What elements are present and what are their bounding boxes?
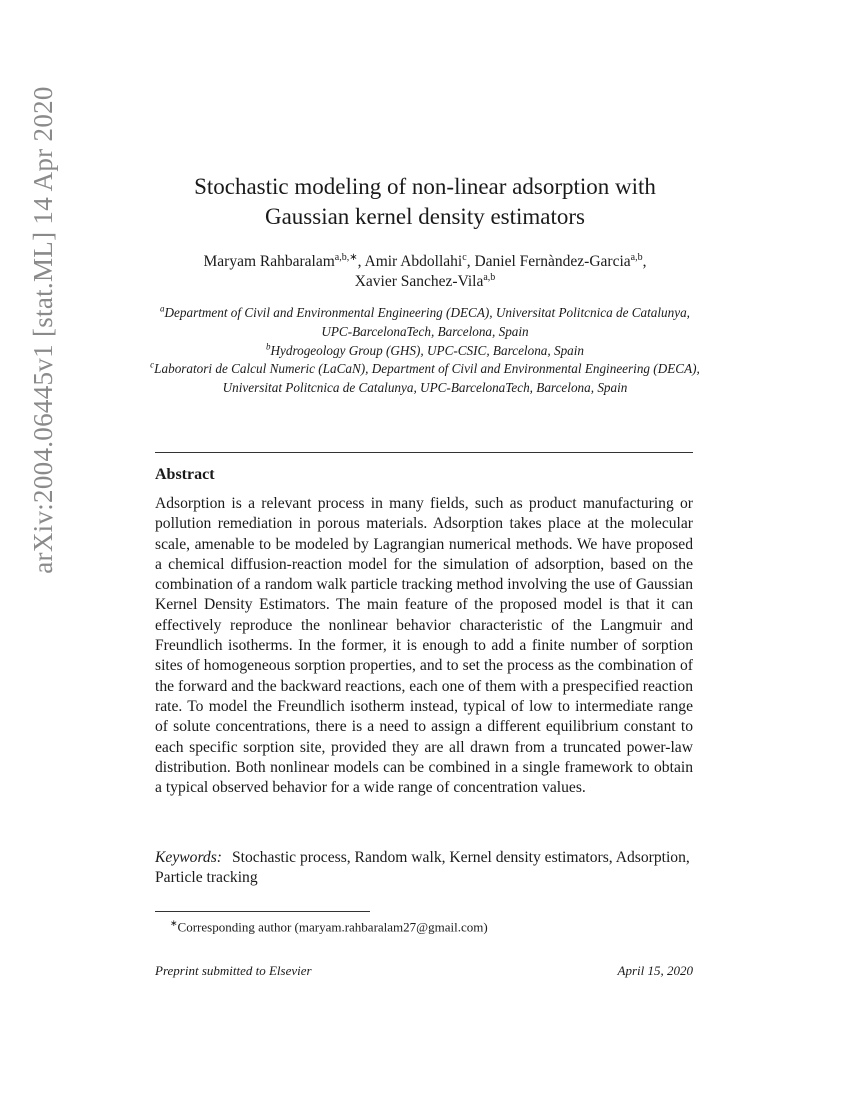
footnote [170, 914, 488, 936]
affiliation-mark: b [265, 341, 271, 352]
affiliation-text: Department of Civil and Environmental Engineering (DECA), Universitat Politcnica de Catalunya, UPC-BarcelonaTech, Barcelona, Spain [164, 305, 690, 339]
footnote-text: Corresponding author (maryam.rahbaralam27@gmail.com) [177, 919, 488, 935]
affiliation-text: Hydrogeology Group (GHS), UPC-CSIC, Barcelona, Spain [270, 342, 585, 358]
affiliation-mark: c [150, 360, 155, 370]
affiliation-item [150, 342, 700, 361]
affiliation-text: Laboratori de Calcul Numeric (LaCaN), Department of Civil and Environmental Engineering (DECA), Universitat Politcnica de Catalunya, UPC-BarcelonaTech, Barcelona, Spain [154, 361, 700, 396]
keywords-label: Keywords: [155, 849, 222, 866]
author-affil-mark: c [462, 251, 467, 263]
footnote-rule [155, 911, 370, 912]
author-name: Xavier Sanchez-Vila [354, 273, 484, 290]
arxiv-identifier: arXiv:2004.06445v1 [stat.ML] 14 Apr 2020 [28, 86, 58, 574]
title-line-1: Stochastic modeling of non-linear adsorption with [194, 174, 656, 199]
affiliations [150, 304, 700, 398]
author-name: Amir Abdollahi [364, 253, 463, 270]
title-line-2: Gaussian kernel density estimators [264, 204, 585, 229]
affiliation-mark: a [160, 303, 165, 314]
author-separator: , [357, 253, 365, 270]
author-name: Maryam Rahbaralam [203, 253, 335, 270]
author-separator: , [642, 253, 647, 270]
author-affil-mark: a,b,∗ [334, 251, 358, 263]
affiliation-item [150, 304, 700, 342]
footnote-mark: ∗ [170, 918, 178, 928]
keywords [155, 848, 693, 889]
affiliation-item [150, 360, 700, 398]
keywords-text: Stochastic process, Random walk, Kernel density estimators, Adsorption, Particle tracking [155, 849, 690, 887]
paper-title [150, 172, 700, 232]
abstract-top-rule [155, 452, 693, 453]
author-affil-mark: a,b [483, 271, 496, 283]
submission-date: April 15, 2020 [617, 963, 693, 978]
author-list [150, 252, 700, 292]
abstract-text: Adsorption is a relevant process in many fields, such as product manufacturing or pollution remediation in porous materials. Adsorption takes place at the molecular scale, amenable to be modeled by Lagrangian numerical methods. We have proposed a chemical diffusion-reaction model for the simulation of adsorption, based on the combination of a random walk particle tracking method involving the use of Gaussian Kernel Density Estimators. The main feature of the proposed model is that it can effectively reproduce the nonlinear behavior characteristic of the Langmuir and Freundlich isotherms. In the former, it is enough to add a finite number of sorption sites of homogeneous sorption properties, and to set the process as the combination of the forward and the backward reactions, each one of them with a prespecified reaction rate. To model the Freundlich isotherm instead, typical of low to intermediate range of solute concentrations, there is a need to assign a different equilibrium constant to each specific sorption site, provided they are all drawn from a truncated power-law distribution. Both nonlinear models can be combined in a single framework to obtain a typical observed behavior for a wide range of concentration values. [155, 495, 693, 797]
preprint-notice: Preprint submitted to Elsevier [155, 963, 312, 978]
author-separator: , [466, 253, 475, 270]
author-affil-mark: a,b [630, 251, 643, 263]
author-name: Daniel Fernàndez-Garcia [474, 253, 631, 270]
abstract-heading: Abstract [155, 466, 215, 483]
